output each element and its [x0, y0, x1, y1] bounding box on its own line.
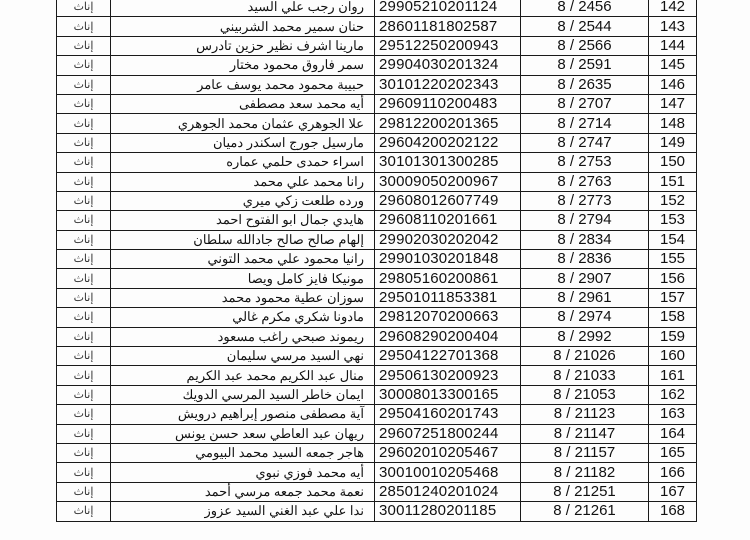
- national-id-cell: 29504160201743: [375, 405, 521, 424]
- name-cell: هاجر جمعه السيد محمد البيومي: [111, 443, 375, 462]
- table-row: [57, 502, 697, 521]
- national-id-cell: 29602010205467: [375, 443, 521, 462]
- gender-cell: إناث: [57, 172, 111, 191]
- gender-cell: إناث: [57, 17, 111, 36]
- name-cell: اسراء حمدى حلمي عماره: [111, 153, 375, 172]
- code-cell: 8 / 2773: [521, 191, 649, 210]
- gender-cell: إناث: [57, 269, 111, 288]
- national-id-cell: 28501240201024: [375, 482, 521, 501]
- name-cell: علا الجوهري عثمان محمد الجوهري: [111, 114, 375, 133]
- name-cell: نهي السيد مرسي سليمان: [111, 347, 375, 366]
- gender-cell: إناث: [57, 308, 111, 327]
- national-id-cell: 30010010205468: [375, 463, 521, 482]
- table-row: [57, 36, 697, 55]
- table-row: [57, 327, 697, 346]
- name-cell: منال عبد الكريم محمد عبد الكريم: [111, 366, 375, 385]
- serial-number-cell: 152: [649, 191, 697, 210]
- table-row: [57, 405, 697, 424]
- national-id-cell: 30011280201185: [375, 502, 521, 521]
- code-cell: 8 / 2591: [521, 56, 649, 75]
- code-cell: 8 / 2714: [521, 114, 649, 133]
- national-id-cell: 29607251800244: [375, 424, 521, 443]
- national-id-cell: 29812070200663: [375, 308, 521, 327]
- gender-cell: إناث: [57, 133, 111, 152]
- name-cell: روان رجب علي السيد: [111, 0, 375, 17]
- name-cell: ندا علي عبد الغني السيد عزوز: [111, 502, 375, 521]
- national-id-cell: 29812200201365: [375, 114, 521, 133]
- table-row: [57, 94, 697, 113]
- national-id-cell: 30009050200967: [375, 172, 521, 191]
- serial-number-cell: 163: [649, 405, 697, 424]
- name-cell: سمر فاروق محمود مختار: [111, 56, 375, 75]
- code-cell: 8 / 21147: [521, 424, 649, 443]
- table-row: [57, 288, 697, 307]
- code-cell: 8 / 2907: [521, 269, 649, 288]
- gender-cell: إناث: [57, 75, 111, 94]
- gender-cell: إناث: [57, 211, 111, 230]
- name-cell: مارينا اشرف نظير حزين تادرس: [111, 36, 375, 55]
- serial-number-cell: 156: [649, 269, 697, 288]
- code-cell: 8 / 2836: [521, 250, 649, 269]
- national-id-cell: 29608110201661: [375, 211, 521, 230]
- code-cell: 8 / 2992: [521, 327, 649, 346]
- table-row: [57, 17, 697, 36]
- national-id-cell: 29604200202122: [375, 133, 521, 152]
- gender-cell: إناث: [57, 424, 111, 443]
- code-cell: 8 / 2456: [521, 0, 649, 17]
- serial-number-cell: 149: [649, 133, 697, 152]
- name-cell: ريموند صبحي راغب مسعود: [111, 327, 375, 346]
- code-cell: 8 / 21033: [521, 366, 649, 385]
- table-row: [57, 211, 697, 230]
- gender-cell: إناث: [57, 0, 111, 17]
- code-cell: 8 / 21026: [521, 347, 649, 366]
- national-id-cell: 29609110200483: [375, 94, 521, 113]
- table-row: [57, 56, 697, 75]
- code-cell: 8 / 2834: [521, 230, 649, 249]
- national-id-cell: 29608012607749: [375, 191, 521, 210]
- name-cell: أيه محمد فوزي نبوي: [111, 463, 375, 482]
- code-cell: 8 / 21053: [521, 385, 649, 404]
- serial-number-cell: 155: [649, 250, 697, 269]
- gender-cell: إناث: [57, 191, 111, 210]
- table-row: [57, 230, 697, 249]
- serial-number-cell: 162: [649, 385, 697, 404]
- code-cell: 8 / 21123: [521, 405, 649, 424]
- table-row: [57, 133, 697, 152]
- gender-cell: إناث: [57, 94, 111, 113]
- gender-cell: إناث: [57, 502, 111, 521]
- serial-number-cell: 147: [649, 94, 697, 113]
- national-id-cell: 29512250200943: [375, 36, 521, 55]
- serial-number-cell: 151: [649, 172, 697, 191]
- serial-number-cell: 153: [649, 211, 697, 230]
- table-row: [57, 250, 697, 269]
- gender-cell: إناث: [57, 114, 111, 133]
- national-id-cell: 30101301300285: [375, 153, 521, 172]
- code-cell: 8 / 21182: [521, 463, 649, 482]
- serial-number-cell: 159: [649, 327, 697, 346]
- table-row: [57, 172, 697, 191]
- name-cell: ريهان عبد العاطي سعد حسن يونس: [111, 424, 375, 443]
- serial-number-cell: 144: [649, 36, 697, 55]
- serial-number-cell: 165: [649, 443, 697, 462]
- gender-cell: إناث: [57, 385, 111, 404]
- table-row: [57, 366, 697, 385]
- national-id-cell: 30008013300165: [375, 385, 521, 404]
- table-row: [57, 0, 697, 17]
- name-cell: مارسيل جورج اسكندر دميان: [111, 133, 375, 152]
- name-cell: سوزان عطية محمود محمد: [111, 288, 375, 307]
- code-cell: 8 / 2763: [521, 172, 649, 191]
- gender-cell: إناث: [57, 250, 111, 269]
- gender-cell: إناث: [57, 405, 111, 424]
- serial-number-cell: 158: [649, 308, 697, 327]
- serial-number-cell: 143: [649, 17, 697, 36]
- table-body: [57, 0, 697, 521]
- gender-cell: إناث: [57, 463, 111, 482]
- gender-cell: إناث: [57, 153, 111, 172]
- national-id-cell: 28601181802587: [375, 17, 521, 36]
- national-id-cell: 29902030202042: [375, 230, 521, 249]
- table-row: [57, 269, 697, 288]
- code-cell: 8 / 21157: [521, 443, 649, 462]
- table-row: [57, 463, 697, 482]
- table-row: [57, 424, 697, 443]
- gender-cell: إناث: [57, 443, 111, 462]
- gender-cell: إناث: [57, 36, 111, 55]
- serial-number-cell: 146: [649, 75, 697, 94]
- table-row: [57, 191, 697, 210]
- gender-cell: إناث: [57, 288, 111, 307]
- code-cell: 8 / 2635: [521, 75, 649, 94]
- national-id-cell: 29608290200404: [375, 327, 521, 346]
- name-cell: رانيا محمود علي محمد التوني: [111, 250, 375, 269]
- gender-cell: إناث: [57, 482, 111, 501]
- name-cell: حبيبة محمود محمد يوسف عامر: [111, 75, 375, 94]
- name-cell: مادونا شكري مكرم غالي: [111, 308, 375, 327]
- serial-number-cell: 161: [649, 366, 697, 385]
- serial-number-cell: 157: [649, 288, 697, 307]
- table-row: [57, 443, 697, 462]
- gender-cell: إناث: [57, 56, 111, 75]
- gender-cell: إناث: [57, 230, 111, 249]
- code-cell: 8 / 2794: [521, 211, 649, 230]
- national-id-cell: 30101220202343: [375, 75, 521, 94]
- national-id-cell: 29901030201848: [375, 250, 521, 269]
- serial-number-cell: 168: [649, 502, 697, 521]
- code-cell: 8 / 2747: [521, 133, 649, 152]
- code-cell: 8 / 2566: [521, 36, 649, 55]
- name-cell: ايمان خاطر السيد المرسي الدويك: [111, 385, 375, 404]
- code-cell: 8 / 21251: [521, 482, 649, 501]
- code-cell: 8 / 2974: [521, 308, 649, 327]
- table-row: [57, 308, 697, 327]
- code-cell: 8 / 2753: [521, 153, 649, 172]
- name-cell: أيه محمد سعد مصطفى: [111, 94, 375, 113]
- table-row: [57, 75, 697, 94]
- serial-number-cell: 142: [649, 0, 697, 17]
- name-cell: آية مصطفى منصور إبراهيم درويش: [111, 405, 375, 424]
- serial-number-cell: 166: [649, 463, 697, 482]
- table-row: [57, 153, 697, 172]
- serial-number-cell: 150: [649, 153, 697, 172]
- code-cell: 8 / 21261: [521, 502, 649, 521]
- code-cell: 8 / 2961: [521, 288, 649, 307]
- table-row: [57, 114, 697, 133]
- gender-cell: إناث: [57, 347, 111, 366]
- national-id-cell: 29504122701368: [375, 347, 521, 366]
- code-cell: 8 / 2544: [521, 17, 649, 36]
- serial-number-cell: 160: [649, 347, 697, 366]
- national-id-cell: 29904030201324: [375, 56, 521, 75]
- national-id-cell: 29501011853381: [375, 288, 521, 307]
- name-cell: مونيكا فايز كامل ويصا: [111, 269, 375, 288]
- registration-table: [56, 0, 697, 522]
- code-cell: 8 / 2707: [521, 94, 649, 113]
- serial-number-cell: 154: [649, 230, 697, 249]
- name-cell: هايدي جمال ابو الفتوح احمد: [111, 211, 375, 230]
- serial-number-cell: 148: [649, 114, 697, 133]
- table-row: [57, 347, 697, 366]
- name-cell: حنان سمير محمد الشربيني: [111, 17, 375, 36]
- national-id-cell: 29805160200861: [375, 269, 521, 288]
- serial-number-cell: 145: [649, 56, 697, 75]
- name-cell: نعمة محمد جمعه مرسي أحمد: [111, 482, 375, 501]
- table-row: [57, 385, 697, 404]
- serial-number-cell: 167: [649, 482, 697, 501]
- gender-cell: إناث: [57, 327, 111, 346]
- name-cell: ورده طلعت زكي ميري: [111, 191, 375, 210]
- gender-cell: إناث: [57, 366, 111, 385]
- serial-number-cell: 164: [649, 424, 697, 443]
- national-id-cell: 29506130200923: [375, 366, 521, 385]
- table-row: [57, 482, 697, 501]
- name-cell: رانا محمد علي محمد: [111, 172, 375, 191]
- national-id-cell: 29905210201124: [375, 0, 521, 17]
- name-cell: إلهام صالح صالح جادالله سلطان: [111, 230, 375, 249]
